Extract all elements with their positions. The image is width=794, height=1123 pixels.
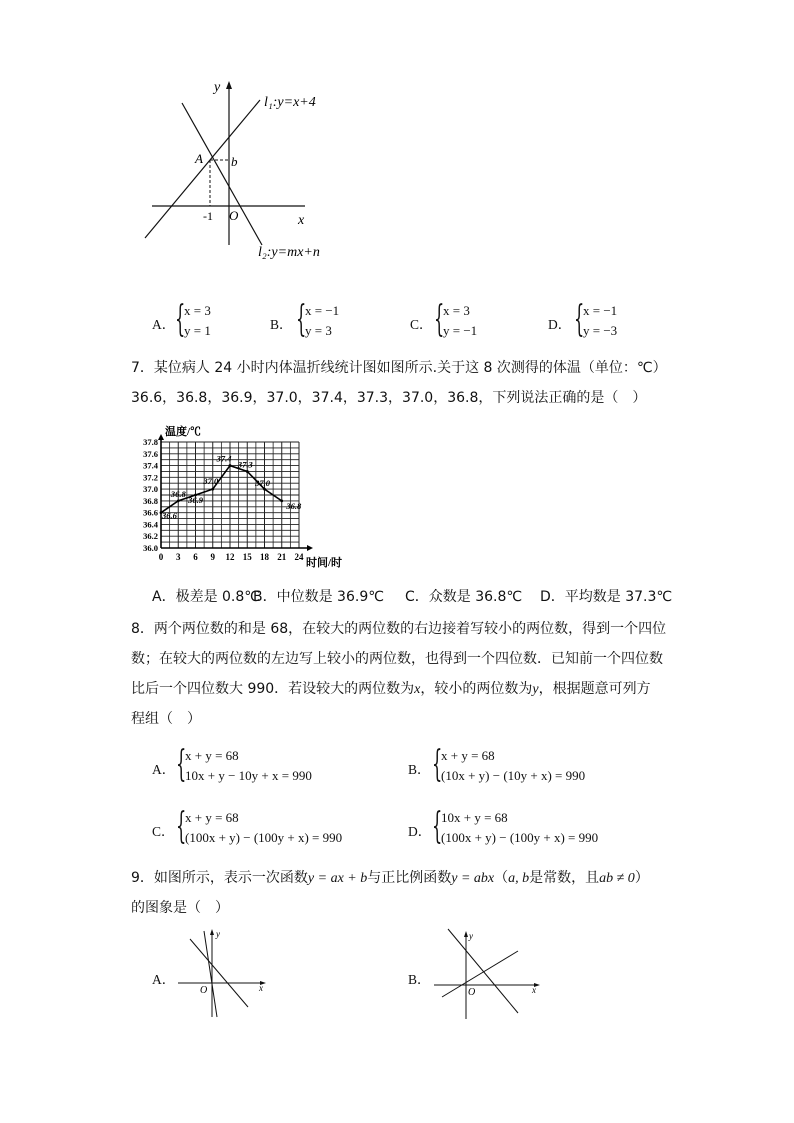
x-tick-label: 0 [158,552,164,562]
q9-part5: ） [634,870,649,886]
x-label: x [259,983,263,993]
q6-line-l2 [182,103,262,245]
x-axis-arrow [307,545,313,551]
option-text: 众数是 36.8℃ [428,589,523,605]
q7-x-axis-title: 时间/时 [306,557,343,569]
q6-option-a[interactable] [152,299,252,342]
option-letter: D． [548,317,572,332]
q6-option-c[interactable] [410,299,510,342]
option-letter: D． [540,589,565,605]
eq2: (100x + y) − (100y + x) = 990 [185,830,343,845]
y-tick-label: 36.2 [143,531,158,542]
option-letter: A． [152,317,176,332]
option-letter: A． [152,972,176,987]
x-tick-label: 3 [176,552,181,562]
line-shallow [190,939,248,1007]
data-label: 37.3 [237,459,253,470]
q9-part3: （ [494,870,509,886]
q8-line3-part3: ，根据题意可列方 [538,681,651,697]
q9-graph-b [432,925,547,1025]
data-point [246,470,249,473]
brace: { [574,299,585,340]
brace: { [176,744,187,785]
eq1: x = −1 [583,303,618,318]
y-tick-label: 36.4 [143,519,158,530]
option-letter: C． [405,589,429,605]
y-axis-arrow [158,434,164,440]
q9-ab: a, b [508,871,530,886]
q7-temperature-chart [131,420,366,570]
q6-neg1-label: -1 [203,209,213,223]
option-letter: C． [152,824,175,839]
data-label: 36.8 [170,488,186,499]
q8-stem-line1: 8．两个两位数的和是 68，在较大的两位数的右边接着写较小的两位数，得到一个四位 [131,621,667,637]
q9-graph-a [176,925,271,1025]
eq1: 10x + y = 68 [441,810,508,825]
y-tick-label: 37.2 [143,472,158,483]
brace: { [296,299,307,340]
option-letter: B． [408,972,431,987]
q6-b-label: b [231,154,238,169]
eq1: x + y = 68 [185,810,239,825]
eq1: x = −1 [305,303,340,318]
q9-stem-line2: 的图象是（ ） [131,900,229,916]
q6-y-label: y [214,80,221,95]
option-text: 中位数是 36.9℃ [276,589,384,605]
eq2: (100x + y) − (100y + x) = 990 [441,830,599,845]
data-point [263,488,266,491]
q8-option-b[interactable] [408,746,638,786]
q7-option-b[interactable] [253,587,384,607]
brace: { [432,806,443,847]
eq2: y = −3 [583,323,618,338]
option-letter: A． [152,762,176,777]
q8-option-a[interactable] [152,746,382,786]
option-letter: B． [408,762,431,777]
q7-y-axis-title: 温度/℃ [165,426,202,438]
option-letter: B． [270,317,293,332]
q6-point-a: A [195,151,203,166]
x-tick-label: 24 [294,552,304,562]
data-point [280,499,283,502]
x-tick-label: 12 [225,552,235,562]
eq1: x = 3 [443,303,470,318]
eq2: 10x + y − 10y + x = 990 [185,768,312,783]
y-tick-label: 36.6 [143,507,158,518]
y-tick-label: 37.0 [143,484,158,495]
eq1: x + y = 68 [185,748,239,763]
data-label: 37.4 [216,453,232,464]
line-steep [204,931,217,1017]
data-label: 36.8 [286,500,302,511]
x-tick-label: 6 [193,552,198,562]
x-label: x [532,985,536,995]
q8-var-y: y [532,682,539,697]
data-point [211,488,214,491]
q8-option-d[interactable] [408,808,638,848]
option-letter: D． [408,824,432,839]
eq2: y = −1 [443,323,478,338]
eq1: x = 3 [184,303,211,318]
y-label: y [216,929,220,939]
q6-l1-label: l₁:y=x+4 [264,95,316,110]
option-text: 极差是 0.8℃ [175,589,261,605]
origin-label: O [468,987,476,998]
brace: { [432,744,443,785]
x-tick-label: 21 [277,552,287,562]
y-tick-label: 37.6 [143,448,158,459]
brace: { [176,806,187,847]
q9-part1: 9．如图所示，表示一次函数 [131,870,308,886]
eq1: x + y = 68 [441,748,495,763]
q8-stem-line3 [131,679,651,700]
q9-option-b[interactable] [408,925,548,1025]
data-point [177,499,180,502]
q8-var-x: x [414,682,421,697]
q6-x-label: x [298,213,305,228]
q9-condition: ab ≠ 0 [599,871,635,886]
y-axis-arrow [210,929,214,935]
eq2: y = 3 [305,323,332,338]
q7-option-d[interactable] [540,587,672,607]
y-tick-label: 37.4 [143,460,158,471]
y-tick-label: 36.0 [143,543,158,553]
q7-stem-line1: 7．某位病人 24 小时内体温折线统计图如图所示.关于这 8 次测得的体温（单位：℃） [131,360,667,376]
q8-stem-line2: 数；在较大的两位数的左边写上较小的两位数，也得到一个四位数．已知前一个四位数 [131,651,663,667]
data-label: 37.0 [203,476,219,487]
x-tick-label: 15 [242,552,252,562]
q8-option-c[interactable] [152,808,382,848]
q8-line3-part1: 比后一个四位数大 990．若设较大的两位数为 [131,681,415,697]
option-text: 平均数是 37.3℃ [564,589,673,605]
eq2: y = 1 [184,323,211,338]
q9-option-a[interactable] [152,925,272,1025]
y-label: y [469,931,473,941]
data-label: 36.9 [188,495,203,505]
option-letter: A． [152,589,176,605]
data-point [229,464,232,467]
brace: { [434,299,445,340]
option-letter: C． [410,317,433,332]
q6-option-d[interactable] [548,299,658,342]
q7-stem-line2: 36.6，36.8，36.9，37.0，37.4，37.3，37.0，36.8，下列说法正确的是（ ） [131,390,647,406]
q6-y-arrow [226,81,232,89]
x-tick-label: 18 [260,552,269,562]
brace: { [175,299,186,340]
q6-origin-label: O [229,208,239,223]
q7-option-a[interactable] [152,587,260,607]
q7-option-c[interactable] [405,587,522,607]
q8-stem-line4: 程组（ ） [131,711,201,727]
y-axis-arrow [464,931,468,937]
q9-part2: 与正比例函数 [367,870,452,886]
q6-l2-label: l₂:y=mx+n [258,245,320,260]
q9-proportional-function: y = abx [451,871,495,886]
q9-part4: 是常数，且 [529,870,600,886]
y-tick-label: 37.8 [143,437,158,447]
eq2: (10x + y) − (10y + x) = 990 [441,768,586,783]
q6-graph [140,75,350,265]
data-label: 36.6 [162,510,177,521]
data-label: 37.0 [255,478,270,489]
q9-stem-line1 [131,868,649,889]
q9-linear-function: y = ax + b [307,871,368,886]
option-letter: B． [253,589,277,605]
line-decreasing [448,929,518,1013]
y-tick-label: 36.8 [143,495,158,506]
q6-option-b[interactable] [270,299,370,342]
x-tick-label: 9 [210,552,215,562]
q8-line3-part2: ，较小的两位数为 [420,681,533,697]
origin-label: O [200,985,208,996]
line-increasing [442,951,518,997]
